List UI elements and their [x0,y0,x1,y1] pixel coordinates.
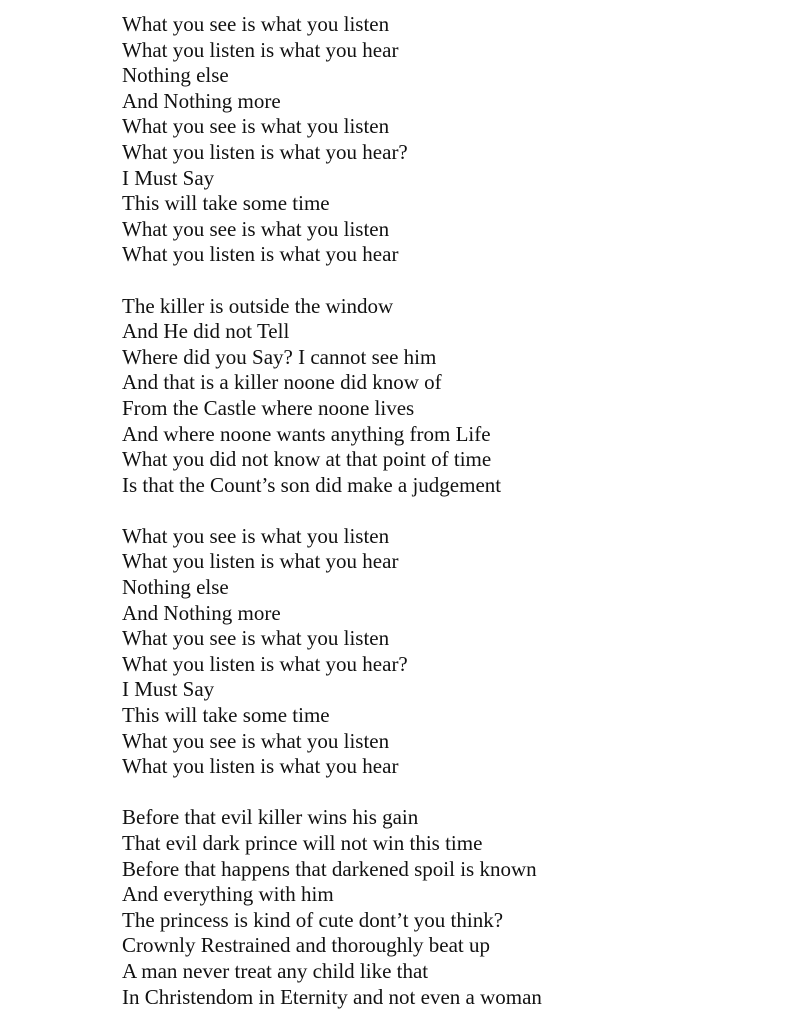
stanza-2 [122,294,772,499]
poem-line: Nothing else [122,575,229,600]
poem-line: Where did you Say? I cannot see him [122,344,437,369]
poem-line: What you listen is what you hear [122,37,399,62]
poem-line: What you see is what you listen [122,626,390,651]
poem-line: I Must Say [122,165,215,190]
stanza-4 [122,805,772,1010]
poem-line: I Must Say [122,677,215,702]
stanza-3 [122,524,772,780]
poem-line: Crownly Restrained and thoroughly beat up [122,933,491,958]
poem-line: What you listen is what you hear [122,242,399,267]
poem-line: What you see is what you listen [122,12,390,36]
poem-line: A man never treat any child like that [122,958,429,983]
poem-line: What you see is what you listen [122,728,390,753]
poem-line: What you listen is what you hear? [122,651,408,676]
poem-line: What you listen is what you hear? [122,139,408,164]
poem-line: Before that evil killer wins his gain [122,805,419,830]
poem-line: Nothing else [122,63,229,88]
poem-line: Before that happens that darkened spoil is known [122,856,537,881]
stanza-1 [122,12,772,268]
poem-line: From the Castle where noone lives [122,395,415,420]
poem-line: In Christendom in Eternity and not even a woman [122,984,542,1009]
poem-line: And where noone wants anything from Life [122,421,491,446]
poem-line: Is that the Count’s son did make a judgement [122,472,502,497]
poem-text [122,12,772,1010]
poem-line: And everything with him [122,882,334,907]
poem-line: What you see is what you listen [122,216,390,241]
poem-line: This will take some time [122,191,330,216]
poem-line: And that is a killer noone did know of [122,370,442,395]
poem-line: And Nothing more [122,88,281,113]
poem-line: The killer is outside the window [122,293,394,318]
poem-line: The princess is kind of cute dont’t you think? [122,907,504,932]
poem-line: What you see is what you listen [122,114,390,139]
poem-line: That evil dark prince will not win this time [122,831,483,855]
poem-line: What you did not know at that point of time [122,447,492,472]
poem-line: And He did not Tell [122,319,290,344]
poem-line: What you see is what you listen [122,523,390,548]
poem-line: What you listen is what you hear [122,549,399,574]
poem-line: What you listen is what you hear [122,754,399,779]
poem-line: And Nothing more [122,600,281,625]
poem-line: This will take some time [122,703,330,728]
